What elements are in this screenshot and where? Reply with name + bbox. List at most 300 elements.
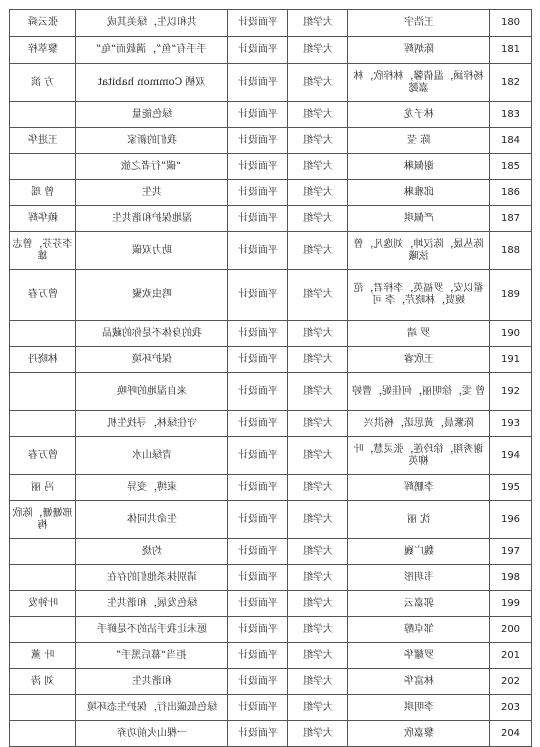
author-names-cell	[348, 539, 490, 565]
serial-number-text: 188	[500, 244, 521, 256]
teacher-text: 刘 涛	[30, 675, 55, 687]
serial-number-cell	[490, 102, 532, 128]
teacher-cell	[10, 10, 76, 37]
teacher-cell	[10, 154, 76, 180]
work-title-text: “碳”行者之旅	[121, 160, 182, 172]
teacher-text: 曾 瑶	[30, 186, 55, 198]
group-cell	[288, 232, 348, 270]
teacher-cell	[10, 373, 76, 411]
category-text: 平面设计	[237, 675, 278, 687]
group-cell	[288, 539, 348, 565]
group-cell	[288, 591, 348, 617]
group-cell	[288, 270, 348, 321]
serial-number-text: 198	[500, 571, 521, 583]
table-row	[10, 617, 532, 643]
teacher-text: 黎萃梓	[27, 44, 58, 55]
serial-number-text: 203	[500, 701, 521, 713]
serial-number-text: 202	[500, 675, 521, 687]
teacher-cell	[10, 539, 76, 565]
work-title-text: 拒当“幕后黑手”	[116, 649, 187, 661]
author-names-text: 李鹏辉	[403, 481, 434, 493]
table-row	[10, 591, 532, 617]
work-title-text: 助力双碳	[131, 244, 172, 256]
category-cell	[228, 270, 288, 321]
teacher-cell	[10, 206, 76, 232]
work-title-cell	[76, 721, 228, 747]
serial-number-cell	[490, 721, 532, 747]
award-list-body	[10, 10, 532, 747]
category-text: 平面设计	[237, 571, 278, 583]
teacher-cell	[10, 617, 76, 643]
category-cell	[228, 643, 288, 669]
work-title-text: 手手有“鱼”，满载而“龟”	[96, 44, 207, 55]
author-names-cell	[348, 128, 490, 154]
teacher-cell	[10, 565, 76, 591]
work-title-text: 绿色发展，和谐共生	[106, 597, 197, 609]
teacher-cell	[10, 591, 76, 617]
table-row	[10, 321, 532, 347]
category-text: 平面设计	[237, 289, 278, 300]
serial-number-cell	[490, 617, 532, 643]
table-row	[10, 232, 532, 270]
category-text: 平面设计	[237, 353, 278, 365]
serial-number-cell	[490, 475, 532, 501]
group-text: 大学组	[302, 571, 333, 583]
group-cell	[288, 501, 348, 539]
serial-number-cell	[490, 591, 532, 617]
group-cell	[288, 373, 348, 411]
author-names-cell	[348, 270, 490, 321]
serial-number-cell	[490, 695, 532, 721]
author-names-text: 邹卓醇	[403, 623, 434, 635]
work-title-text: 湿地保护和谐共生	[111, 212, 192, 224]
serial-number-text: 195	[500, 481, 521, 493]
teacher-text: 王进华	[27, 134, 58, 146]
teacher-text: 赖华辉	[27, 212, 58, 224]
category-cell	[228, 411, 288, 437]
serial-number-cell	[490, 321, 532, 347]
serial-number-cell	[490, 154, 532, 180]
teacher-cell	[10, 475, 76, 501]
table-row	[10, 669, 532, 695]
table-row	[10, 721, 532, 747]
category-text: 平面设计	[237, 134, 278, 146]
author-names-text: 陈 莹	[406, 134, 431, 146]
category-cell	[228, 232, 288, 270]
category-cell	[228, 437, 288, 475]
serial-number-cell	[490, 411, 532, 437]
work-title-text: 绿色低碳出行，保护生态环境	[86, 701, 217, 713]
author-names-text: 郭嘉云	[403, 597, 434, 609]
work-title-text: 绿色能量	[131, 108, 172, 120]
group-cell	[288, 411, 348, 437]
table-row	[10, 270, 532, 321]
work-title-text: 双栖 Common habitat	[97, 76, 206, 88]
category-cell	[228, 617, 288, 643]
author-names-cell	[348, 180, 490, 206]
group-text: 大学组	[302, 545, 333, 557]
author-names-cell	[348, 437, 490, 475]
work-title-cell	[76, 501, 228, 539]
author-names-cell	[348, 565, 490, 591]
teacher-text: 冯 丽	[30, 481, 55, 493]
author-names-cell	[348, 37, 490, 64]
author-names-text: 王欣睿	[403, 353, 434, 365]
group-cell	[288, 37, 348, 64]
author-names-text: 曾 雯，徐明丽，何佳妮，曹婷	[351, 385, 486, 397]
group-text: 大学组	[302, 385, 333, 397]
serial-number-cell	[490, 643, 532, 669]
group-text: 大学组	[302, 160, 333, 172]
table-row	[10, 539, 532, 565]
author-names-cell	[348, 154, 490, 180]
group-cell	[288, 565, 348, 591]
serial-number-text: 187	[500, 212, 521, 224]
group-text: 大学组	[302, 76, 333, 88]
category-text: 平面设计	[237, 513, 278, 525]
category-cell	[228, 37, 288, 64]
serial-number-text: 200	[500, 623, 521, 635]
serial-number-cell	[490, 206, 532, 232]
serial-number-cell	[490, 64, 532, 102]
category-cell	[228, 180, 288, 206]
serial-number-text: 194	[500, 449, 521, 461]
table-row	[10, 643, 532, 669]
work-title-cell	[76, 669, 228, 695]
work-title-cell	[76, 565, 228, 591]
work-title-cell	[76, 102, 228, 128]
category-cell	[228, 347, 288, 373]
work-title-text: 鸣虫欢聚	[131, 289, 172, 300]
author-names-text: 谢佩琳	[403, 160, 434, 172]
category-cell	[228, 565, 288, 591]
category-cell	[228, 591, 288, 617]
group-text: 大学组	[302, 244, 333, 256]
work-title-cell	[76, 695, 228, 721]
work-title-cell	[76, 180, 228, 206]
group-text: 大学组	[302, 186, 333, 198]
work-title-text: 我的身体不是你的藏品	[101, 327, 202, 339]
teacher-text: 方 滨	[30, 76, 55, 88]
author-names-text: 林子龙	[403, 108, 434, 120]
author-names-cell	[348, 10, 490, 37]
table-row	[10, 64, 532, 102]
teacher-cell	[10, 669, 76, 695]
author-names-cell	[348, 695, 490, 721]
work-title-text: 束缚，变异	[126, 481, 177, 493]
category-text: 平面设计	[237, 76, 278, 88]
category-text: 平面设计	[237, 212, 278, 224]
table-row	[10, 180, 532, 206]
work-title-cell	[76, 643, 228, 669]
group-cell	[288, 617, 348, 643]
author-names-cell	[348, 475, 490, 501]
teacher-cell	[10, 128, 76, 154]
category-cell	[228, 321, 288, 347]
table-row	[10, 37, 532, 64]
teacher-text: 曾万春	[27, 289, 58, 300]
work-title-cell	[76, 347, 228, 373]
group-cell	[288, 102, 348, 128]
author-names-text: 严佩琪	[403, 212, 434, 224]
category-text: 平面设计	[237, 17, 278, 28]
group-text: 大学组	[302, 44, 333, 55]
serial-number-text: 185	[500, 160, 521, 172]
serial-number-text: 191	[500, 353, 521, 365]
category-text: 平面设计	[237, 108, 278, 120]
category-text: 平面设计	[237, 186, 278, 198]
author-names-text: 陈紫晨，黄思诺，杨洪兴	[363, 417, 474, 429]
teacher-text: 林晓丹	[27, 353, 58, 365]
teacher-text: 张云舜	[27, 17, 58, 28]
group-cell	[288, 695, 348, 721]
work-title-cell	[76, 539, 228, 565]
category-text: 平面设计	[237, 727, 278, 739]
group-text: 大学组	[302, 623, 333, 635]
teacher-cell	[10, 232, 76, 270]
category-cell	[228, 10, 288, 37]
serial-number-text: 181	[500, 44, 521, 55]
work-title-text: 保护环境	[131, 353, 172, 365]
category-cell	[228, 721, 288, 747]
work-title-cell	[76, 154, 228, 180]
serial-number-cell	[490, 10, 532, 37]
serial-number-cell	[490, 180, 532, 206]
author-names-text: 黎嘉欣	[403, 727, 434, 739]
category-text: 平面设计	[237, 545, 278, 557]
work-title-text: 来自湿地的呼唤	[116, 385, 187, 397]
group-cell	[288, 721, 348, 747]
work-title-cell	[76, 411, 228, 437]
author-names-cell	[348, 501, 490, 539]
table-row	[10, 501, 532, 539]
category-text: 平面设计	[237, 44, 278, 55]
author-names-text: 邱雅琳	[403, 186, 434, 198]
work-title-text: 守住绿林，寻找生机	[106, 417, 197, 429]
group-text: 大学组	[302, 701, 333, 713]
award-list-table	[9, 9, 532, 747]
table-row	[10, 10, 532, 37]
serial-number-text: 182	[500, 76, 521, 88]
category-text: 平面设计	[237, 597, 278, 609]
category-cell	[228, 695, 288, 721]
author-names-text: 罗耀华	[403, 649, 434, 661]
category-cell	[228, 501, 288, 539]
group-text: 大学组	[302, 212, 333, 224]
serial-number-cell	[490, 565, 532, 591]
group-text: 大学组	[302, 649, 333, 661]
group-cell	[288, 347, 348, 373]
serial-number-text: 186	[500, 186, 521, 198]
category-text: 平面设计	[237, 649, 278, 661]
serial-number-cell	[490, 501, 532, 539]
work-title-cell	[76, 10, 228, 37]
group-cell	[288, 64, 348, 102]
author-names-cell	[348, 64, 490, 102]
teacher-text: 李芬芬，曾志雄	[12, 238, 73, 262]
category-cell	[228, 128, 288, 154]
teacher-text: 曾万春	[27, 449, 58, 461]
author-names-cell	[348, 411, 490, 437]
author-names-cell	[348, 669, 490, 695]
author-names-cell	[348, 643, 490, 669]
serial-number-text: 184	[500, 134, 521, 146]
author-names-text: 谢秀翔，徐玲莲，张灵慧，叶柳英	[353, 443, 484, 467]
work-title-cell	[76, 321, 228, 347]
group-text: 大学组	[302, 513, 333, 525]
category-text: 平面设计	[237, 385, 278, 397]
teacher-cell	[10, 270, 76, 321]
author-names-text: 罗 靖	[406, 327, 431, 339]
author-names-text: 李明琪	[403, 701, 434, 713]
work-title-text: 共和以生，绿美其成	[106, 17, 197, 28]
table-row	[10, 373, 532, 411]
work-title-cell	[76, 373, 228, 411]
author-names-cell	[348, 591, 490, 617]
work-title-text: 生命共同体	[126, 513, 177, 525]
group-text: 大学组	[302, 675, 333, 687]
work-title-cell	[76, 591, 228, 617]
table-row	[10, 565, 532, 591]
teacher-cell	[10, 64, 76, 102]
table-row	[10, 347, 532, 373]
table-row	[10, 437, 532, 475]
category-cell	[228, 373, 288, 411]
group-text: 大学组	[302, 449, 333, 461]
category-text: 平面设计	[237, 417, 278, 429]
group-cell	[288, 475, 348, 501]
serial-number-text: 193	[500, 417, 521, 429]
category-cell	[228, 206, 288, 232]
work-title-cell	[76, 37, 228, 64]
author-names-cell	[348, 373, 490, 411]
work-title-text: 青绿山水	[131, 449, 172, 461]
table-row	[10, 154, 532, 180]
work-title-cell	[76, 617, 228, 643]
author-names-text: 翟以安，罗福英，李梓君，范婉贤，林晓芹，李 可	[353, 283, 484, 306]
work-title-text: 一棵山火前功弃	[116, 727, 187, 739]
author-names-text: 陈丛晟，陈汉坤，刘逸凡，曾泫曦	[353, 238, 484, 262]
author-names-text: 魏广巍	[403, 545, 434, 557]
group-cell	[288, 321, 348, 347]
group-text: 大学组	[302, 481, 333, 493]
author-names-cell	[348, 232, 490, 270]
teacher-cell	[10, 37, 76, 64]
group-cell	[288, 437, 348, 475]
work-title-cell	[76, 437, 228, 475]
category-cell	[228, 154, 288, 180]
serial-number-text: 183	[500, 108, 521, 120]
category-text: 平面设计	[237, 701, 278, 713]
serial-number-text: 199	[500, 597, 521, 609]
table-row	[10, 206, 532, 232]
author-names-cell	[348, 721, 490, 747]
author-names-cell	[348, 617, 490, 643]
category-cell	[228, 64, 288, 102]
author-names-text: 陈炳辉	[403, 44, 434, 55]
teacher-text: 邢姗姗，陈欣梅	[12, 507, 73, 531]
work-title-cell	[76, 206, 228, 232]
serial-number-cell	[490, 128, 532, 154]
teacher-cell	[10, 501, 76, 539]
category-cell	[228, 539, 288, 565]
teacher-cell	[10, 721, 76, 747]
group-text: 大学组	[302, 597, 333, 609]
table-row	[10, 695, 532, 721]
work-title-text: 我们的新家	[126, 134, 177, 146]
group-cell	[288, 206, 348, 232]
group-cell	[288, 180, 348, 206]
author-names-cell	[348, 347, 490, 373]
group-text: 大学组	[302, 134, 333, 146]
table-row	[10, 128, 532, 154]
work-title-text: 愿未让我手沾的不是鲜手	[96, 623, 207, 635]
work-title-text: 灼烧	[141, 545, 162, 557]
teacher-cell	[10, 321, 76, 347]
work-title-cell	[76, 128, 228, 154]
author-names-cell	[348, 206, 490, 232]
serial-number-cell	[490, 539, 532, 565]
category-text: 平面设计	[237, 623, 278, 635]
group-cell	[288, 669, 348, 695]
teacher-cell	[10, 411, 76, 437]
serial-number-text: 180	[500, 17, 521, 28]
teacher-cell	[10, 643, 76, 669]
serial-number-text: 204	[500, 727, 521, 739]
group-text: 大学组	[302, 108, 333, 120]
work-title-text: 和谐共生	[131, 675, 172, 687]
teacher-cell	[10, 695, 76, 721]
serial-number-text: 197	[500, 545, 521, 557]
group-text: 大学组	[302, 727, 333, 739]
work-title-text: 共生	[141, 186, 162, 198]
work-title-cell	[76, 270, 228, 321]
serial-number-cell	[490, 37, 532, 64]
category-text: 平面设计	[237, 244, 278, 256]
group-text: 大学组	[302, 327, 333, 339]
teacher-cell	[10, 347, 76, 373]
category-text: 平面设计	[237, 327, 278, 339]
category-cell	[228, 475, 288, 501]
serial-number-text: 196	[500, 513, 521, 525]
serial-number-cell	[490, 437, 532, 475]
serial-number-cell	[490, 232, 532, 270]
teacher-cell	[10, 180, 76, 206]
work-title-cell	[76, 64, 228, 102]
group-cell	[288, 154, 348, 180]
serial-number-cell	[490, 270, 532, 321]
serial-number-text: 190	[500, 327, 521, 339]
serial-number-cell	[490, 669, 532, 695]
category-text: 平面设计	[237, 160, 278, 172]
group-text: 大学组	[302, 417, 333, 429]
group-text: 大学组	[302, 17, 333, 28]
teacher-text: 叶 薰	[30, 649, 55, 661]
category-text: 平面设计	[237, 481, 278, 493]
serial-number-cell	[490, 347, 532, 373]
author-names-text: 韦玥彤	[403, 571, 434, 583]
group-cell	[288, 643, 348, 669]
table-row	[10, 102, 532, 128]
table-row	[10, 411, 532, 437]
author-names-text: 林富华	[403, 675, 434, 687]
author-names-cell	[348, 321, 490, 347]
author-names-text: 王浩宇	[403, 17, 434, 28]
author-names-text: 杨梓涵，温倩馨，林梓欣，林嘉懿	[353, 70, 484, 94]
serial-number-cell	[490, 373, 532, 411]
teacher-cell	[10, 102, 76, 128]
author-names-text: 沈 丽	[406, 513, 431, 525]
